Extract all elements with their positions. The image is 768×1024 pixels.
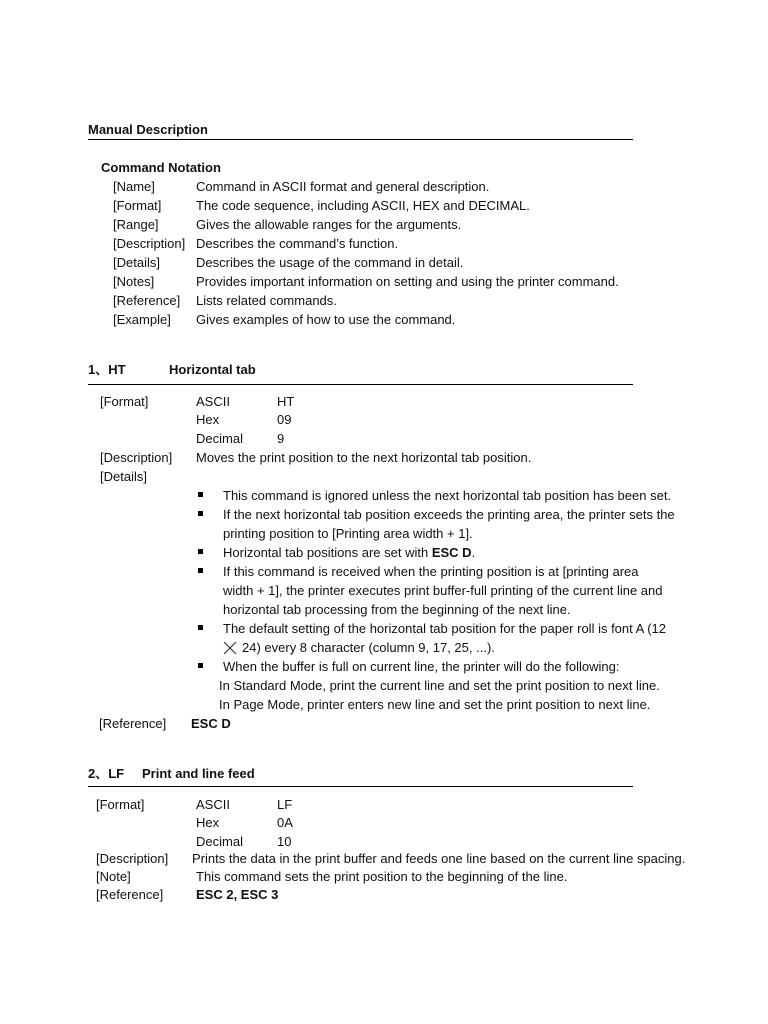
notation-text: Describes the usage of the command in detail. bbox=[196, 255, 464, 270]
ht-detail-text: . bbox=[471, 545, 476, 560]
lf-reference: ESC 2, ESC 3 bbox=[196, 887, 279, 902]
notation-text: Provides important information on setting and using the printer command. bbox=[196, 274, 619, 289]
ht-number: 1、HT bbox=[88, 362, 126, 377]
notation-label: [Notes] bbox=[113, 274, 155, 289]
bullet-icon bbox=[198, 568, 203, 573]
lf-format-value: LF bbox=[277, 797, 293, 812]
ht-detail-subline: In Standard Mode, print the current line and set the print position to next line. bbox=[219, 678, 660, 693]
ht-format-value: HT bbox=[277, 394, 295, 409]
lf-format-value: 10 bbox=[277, 834, 292, 849]
bullet-icon bbox=[198, 625, 203, 630]
ht-description-label: [Description] bbox=[100, 450, 173, 465]
lf-format-label: [Format] bbox=[96, 797, 145, 812]
lf-note: This command sets the print position to the beginning of the line. bbox=[196, 869, 568, 884]
ht-format-value: 09 bbox=[277, 412, 292, 427]
notation-label: [Description] bbox=[113, 236, 186, 251]
notation-text: The code sequence, including ASCII, HEX and DECIMAL. bbox=[196, 198, 530, 213]
ht-detail-line: printing position to [Printing area width + 1]. bbox=[223, 526, 473, 541]
ht-detail-line: The default setting of the horizontal tab position for the paper roll is font A (12 bbox=[223, 621, 666, 636]
lf-format-key: ASCII bbox=[196, 797, 230, 812]
ht-name: Horizontal tab bbox=[169, 362, 256, 377]
lf-rule bbox=[88, 786, 633, 787]
ht-detail-subline: In Page Mode, printer enters new line and set the print position to next line. bbox=[219, 697, 651, 712]
notation-label: [Example] bbox=[113, 312, 171, 327]
ht-detail-line: When the buffer is full on current line, the printer will do the following: bbox=[223, 659, 620, 674]
ht-reference: ESC D bbox=[191, 716, 231, 731]
ht-detail-line: This command is ignored unless the next horizontal tab position has been set. bbox=[223, 488, 672, 503]
ht-format-value: 9 bbox=[277, 431, 285, 446]
ht-detail-line: If this command is received when the printing position is at [printing area bbox=[223, 564, 639, 579]
notation-label: [Name] bbox=[113, 179, 155, 194]
multiply-icon bbox=[223, 641, 237, 655]
ht-details-label: [Details] bbox=[100, 469, 147, 484]
lf-description: Prints the data in the print buffer and feeds one line based on the current line spacing. bbox=[192, 851, 686, 866]
ht-detail-line: width + 1], the printer executes print buffer-full printing of the current line and bbox=[223, 583, 663, 598]
ht-format-key: ASCII bbox=[196, 394, 230, 409]
notation-label: [Reference] bbox=[113, 293, 181, 308]
lf-format-key: Hex bbox=[196, 815, 220, 830]
ht-reference-label: [Reference] bbox=[99, 716, 167, 731]
ht-detail-command: ESC D bbox=[431, 545, 472, 560]
ht-format-key: Hex bbox=[196, 412, 220, 427]
lf-reference-label: [Reference] bbox=[96, 887, 164, 902]
ht-detail-line: horizontal tab processing from the beginning of the next line. bbox=[223, 602, 571, 617]
lf-description-label: [Description] bbox=[96, 851, 169, 866]
notation-text: Gives examples of how to use the command. bbox=[196, 312, 456, 327]
notation-label: [Details] bbox=[113, 255, 160, 270]
ht-detail-line bbox=[223, 545, 475, 561]
bullet-icon bbox=[198, 549, 203, 554]
notation-text: Gives the allowable ranges for the arguments. bbox=[196, 217, 462, 232]
notation-label: [Format] bbox=[113, 198, 162, 213]
notation-text: Lists related commands. bbox=[196, 293, 337, 308]
section-title: Manual Description bbox=[88, 122, 208, 137]
bullet-icon bbox=[198, 492, 203, 497]
ht-detail-line: If the next horizontal tab position exceeds the printing area, the printer sets the bbox=[223, 507, 675, 522]
lf-format-key: Decimal bbox=[196, 834, 243, 849]
bullet-icon bbox=[198, 511, 203, 516]
lf-name: Print and line feed bbox=[142, 766, 255, 781]
notation-heading: Command Notation bbox=[101, 160, 221, 175]
section-rule bbox=[88, 139, 633, 140]
ht-detail-line: 24) every 8 character (column 9, 17, 25, ...). bbox=[242, 640, 495, 655]
bullet-icon bbox=[198, 663, 203, 668]
notation-label: [Range] bbox=[113, 217, 159, 232]
notation-text: Describes the command’s function. bbox=[196, 236, 399, 251]
ht-format-key: Decimal bbox=[196, 431, 243, 446]
ht-description: Moves the print position to the next horizontal tab position. bbox=[196, 450, 532, 465]
ht-format-label: [Format] bbox=[100, 394, 149, 409]
ht-detail-text: Horizontal tab positions are set with bbox=[223, 545, 432, 560]
ht-rule bbox=[88, 384, 633, 385]
lf-note-label: [Note] bbox=[96, 869, 131, 884]
lf-number: 2、LF bbox=[88, 766, 125, 781]
lf-format-value: 0A bbox=[277, 815, 293, 830]
notation-text: Command in ASCII format and general description. bbox=[196, 179, 490, 194]
